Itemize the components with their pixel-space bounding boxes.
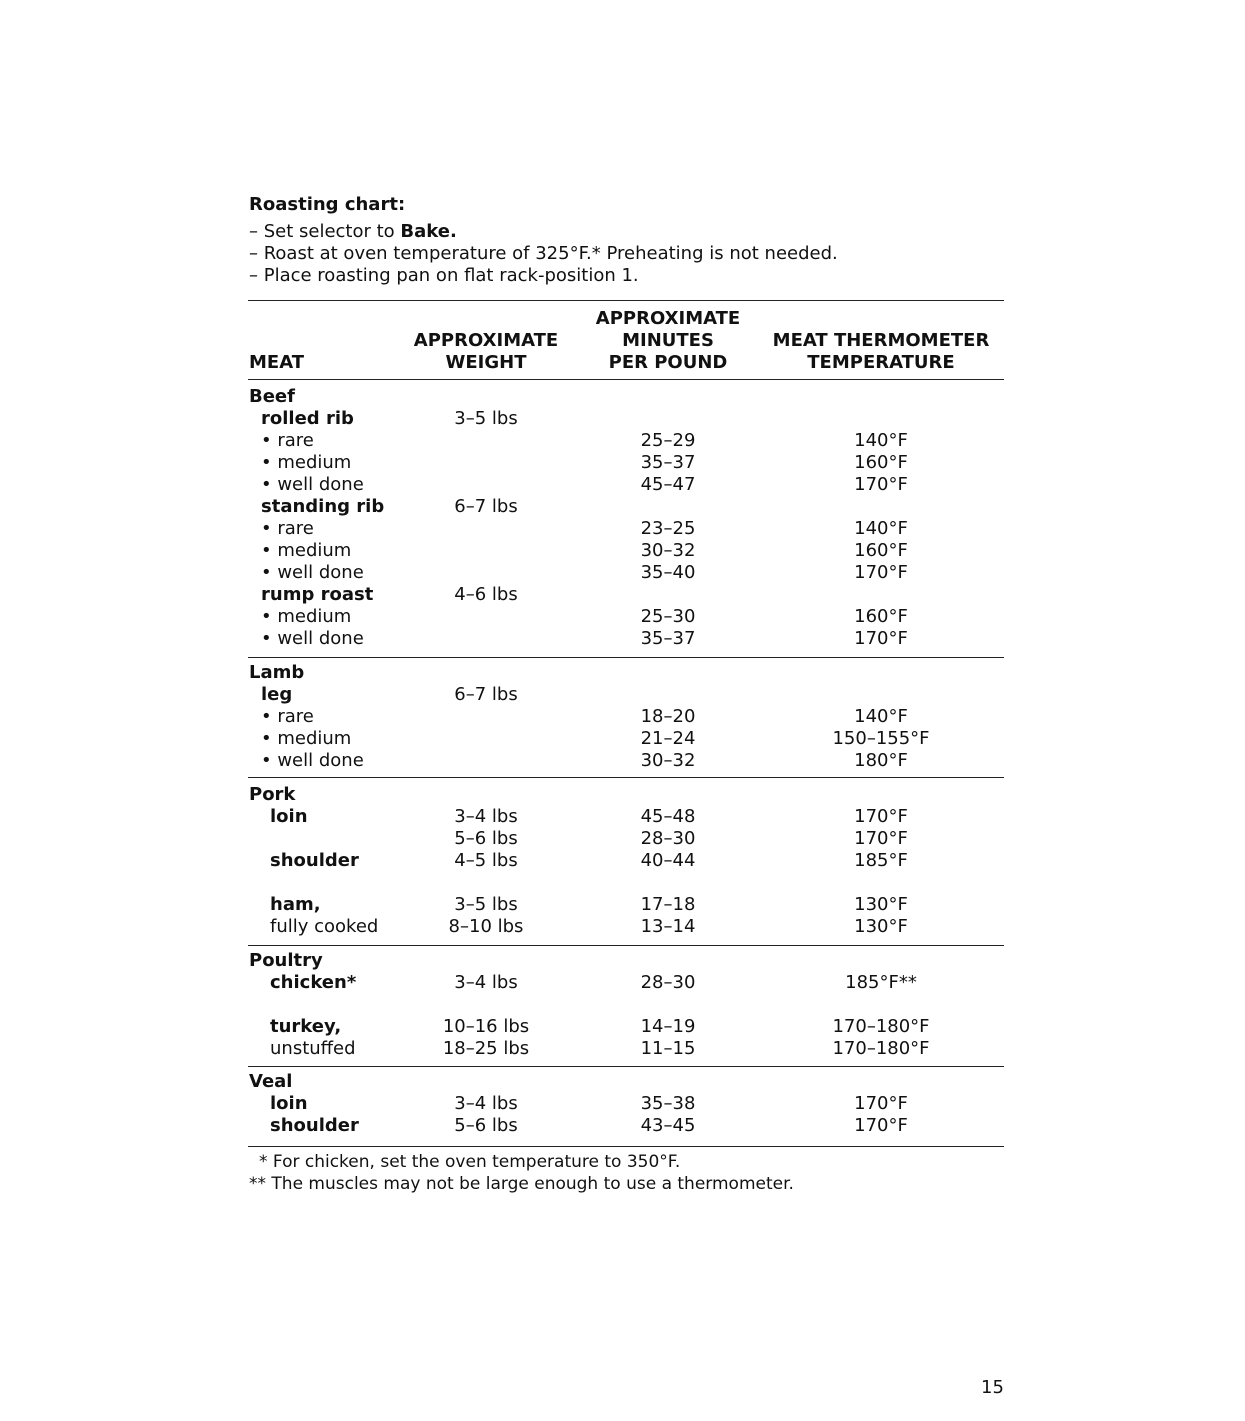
meat-cell: loin [270, 806, 308, 827]
minutes-cell: 35–37 [640, 628, 696, 649]
temp-cell: 170–180°F [832, 1038, 930, 1059]
meat-cell: loin [270, 1093, 308, 1114]
meat-cell: ham, [270, 894, 321, 915]
weight-cell: 5–6 lbs [454, 1115, 518, 1136]
weight-cell: 6–7 lbs [454, 496, 518, 517]
meat-cell: • medium [261, 452, 352, 473]
instruction-1: – Set selector to Bake. [249, 221, 457, 242]
section-rule [248, 777, 1004, 778]
section-rule [248, 1066, 1004, 1067]
temp-cell: 160°F [854, 452, 908, 473]
table-bottom-rule [248, 1146, 1004, 1147]
temp-cell: 140°F [854, 706, 908, 727]
meat-cell: Pork [249, 784, 296, 805]
minutes-cell: 13–14 [640, 916, 696, 937]
minutes-cell: 35–38 [640, 1093, 696, 1114]
section-rule [248, 657, 1004, 658]
meat-cell: Lamb [249, 662, 305, 683]
meat-cell: • medium [261, 606, 352, 627]
instruction-2: – Roast at oven temperature of 325°F.* Preheating is not needed. [249, 243, 838, 264]
weight-cell: 3–5 lbs [454, 408, 518, 429]
temp-cell: 140°F [854, 518, 908, 539]
minutes-cell: 40–44 [640, 850, 696, 871]
meat-cell: shoulder [270, 850, 359, 871]
footnote-1: * For chicken, set the oven temperature to 350°F. [259, 1152, 681, 1172]
chart-title: Roasting chart: [249, 194, 406, 215]
meat-cell: rump roast [261, 584, 374, 605]
minutes-cell: 17–18 [640, 894, 696, 915]
header-rule [248, 379, 1004, 380]
weight-cell: 18–25 lbs [442, 1038, 530, 1059]
header-meat: MEAT [249, 352, 305, 373]
weight-cell: 4–5 lbs [454, 850, 518, 871]
minutes-cell: 45–47 [640, 474, 696, 495]
weight-cell: 3–4 lbs [454, 972, 518, 993]
temp-cell: 170°F [854, 1115, 908, 1136]
temp-cell: 170°F [854, 474, 908, 495]
minutes-cell: 35–37 [640, 452, 696, 473]
temp-cell: 185°F [854, 850, 908, 871]
temp-cell: 160°F [854, 540, 908, 561]
instruction-3: – Place roasting pan on flat rack-position 1. [249, 265, 639, 286]
minutes-cell: 28–30 [640, 972, 696, 993]
temp-cell: 160°F [854, 606, 908, 627]
header-weight: APPROXIMATE WEIGHT [413, 330, 559, 373]
weight-cell: 6–7 lbs [454, 684, 518, 705]
meat-cell: • well done [261, 562, 364, 583]
weight-cell: 10–16 lbs [442, 1016, 530, 1037]
temp-cell: 130°F [854, 894, 908, 915]
weight-cell: 8–10 lbs [448, 916, 524, 937]
meat-cell: • well done [261, 750, 364, 771]
temp-cell: 140°F [854, 430, 908, 451]
weight-cell: 3–4 lbs [454, 1093, 518, 1114]
minutes-cell: 23–25 [640, 518, 696, 539]
meat-cell: leg [261, 684, 293, 705]
temp-cell: 180°F [854, 750, 908, 771]
meat-cell: Poultry [249, 950, 323, 971]
meat-cell: • rare [261, 706, 314, 727]
meat-cell: • rare [261, 518, 314, 539]
temp-cell: 185°F** [845, 972, 917, 993]
temp-cell: 170°F [854, 1093, 908, 1114]
meat-cell: turkey, [270, 1016, 342, 1037]
temp-cell: 150–155°F [832, 728, 930, 749]
minutes-cell: 28–30 [640, 828, 696, 849]
minutes-cell: 45–48 [640, 806, 696, 827]
minutes-cell: 35–40 [640, 562, 696, 583]
meat-cell: • medium [261, 728, 352, 749]
table-top-rule [248, 300, 1004, 301]
minutes-cell: 25–29 [640, 430, 696, 451]
meat-cell: • well done [261, 628, 364, 649]
footnote-2: ** The muscles may not be large enough to use a thermometer. [249, 1174, 794, 1194]
temp-cell: 170°F [854, 828, 908, 849]
temp-cell: 130°F [854, 916, 908, 937]
minutes-cell: 21–24 [640, 728, 696, 749]
meat-cell: shoulder [270, 1115, 359, 1136]
weight-cell: 3–4 lbs [454, 806, 518, 827]
meat-cell: chicken* [270, 972, 357, 993]
meat-cell: standing rib [261, 496, 385, 517]
meat-cell: Beef [249, 386, 295, 407]
temp-cell: 170–180°F [832, 1016, 930, 1037]
minutes-cell: 14–19 [640, 1016, 696, 1037]
header-temp: MEAT THERMOMETER TEMPERATURE [772, 330, 990, 373]
weight-cell: 4–6 lbs [454, 584, 518, 605]
meat-cell: unstuffed [270, 1038, 356, 1059]
meat-cell: • well done [261, 474, 364, 495]
minutes-cell: 30–32 [640, 750, 696, 771]
minutes-cell: 25–30 [640, 606, 696, 627]
meat-cell: Veal [249, 1071, 293, 1092]
weight-cell: 3–5 lbs [454, 894, 518, 915]
minutes-cell: 30–32 [640, 540, 696, 561]
section-rule [248, 945, 1004, 946]
meat-cell: • rare [261, 430, 314, 451]
temp-cell: 170°F [854, 628, 908, 649]
temp-cell: 170°F [854, 562, 908, 583]
weight-cell: 5–6 lbs [454, 828, 518, 849]
minutes-cell: 43–45 [640, 1115, 696, 1136]
header-minutes: APPROXIMATE MINUTES PER POUND [595, 308, 741, 373]
meat-cell: rolled rib [261, 408, 354, 429]
temp-cell: 170°F [854, 806, 908, 827]
minutes-cell: 18–20 [640, 706, 696, 727]
page-number: 15 [981, 1377, 1004, 1398]
meat-cell: • medium [261, 540, 352, 561]
minutes-cell: 11–15 [640, 1038, 696, 1059]
meat-cell: fully cooked [270, 916, 379, 937]
